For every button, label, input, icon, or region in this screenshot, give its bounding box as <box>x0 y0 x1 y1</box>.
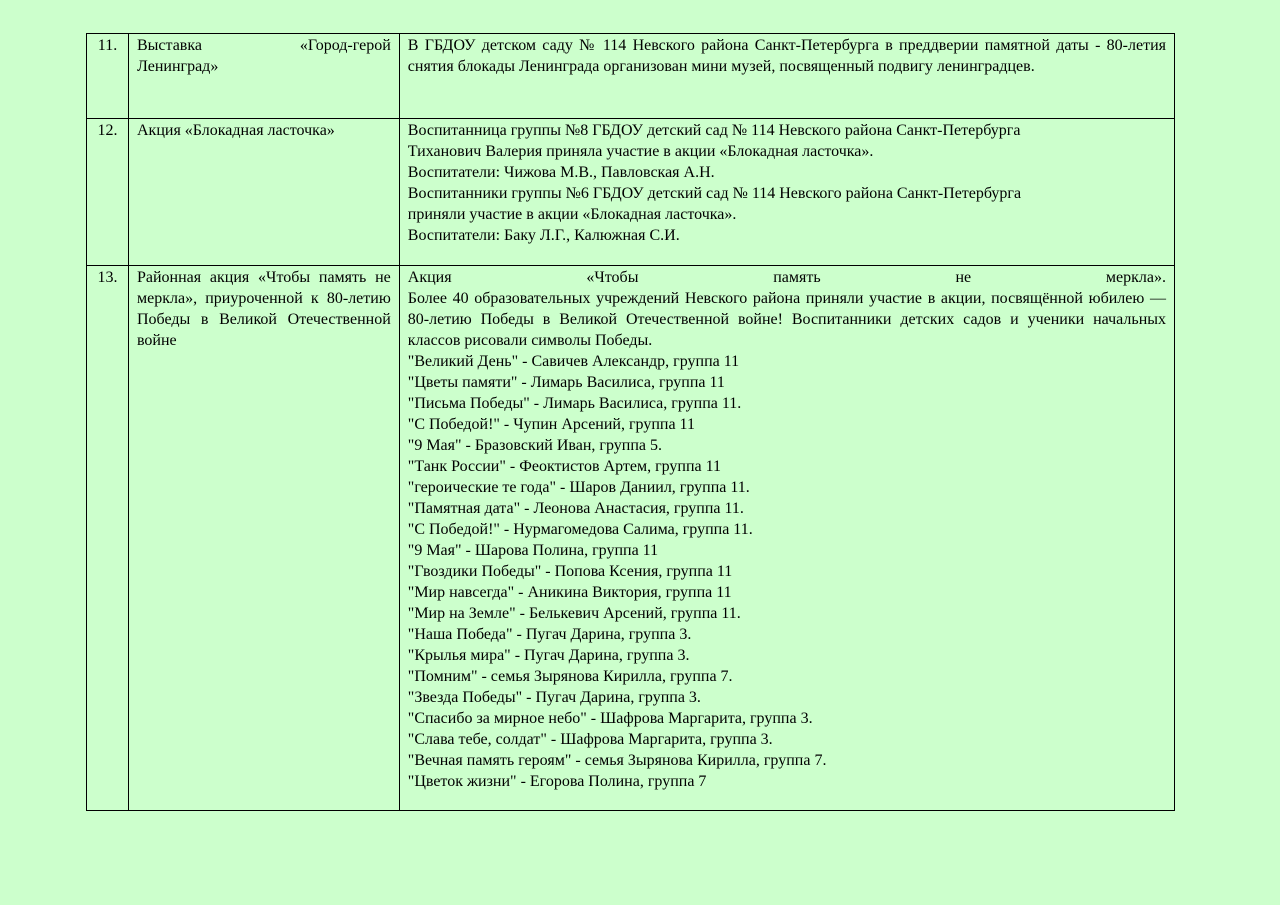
row-number: 12. <box>87 119 129 266</box>
entry-list-item: "Великий День" - Савичев Александр, группа 11 <box>407 353 740 370</box>
entry-list-item: "Наша Победа" - Пугач Дарина, группа 3. <box>407 626 692 643</box>
entry-list-item: "Слава тебе, солдат" - Шафрова Маргарита, группа 3. <box>407 731 773 748</box>
action-intro: Более 40 образовательных учреждений Невского района приняли участие в акции, посвящённой юбилею — 80-летию Победы в Великой Отечественной войне! Воспитанники детских садов и ученики начальных классов рисовали символы Победы. <box>407 290 1166 349</box>
description-line: Тиханович Валерия приняла участие в акции «Блокадная ласточка». <box>407 143 874 160</box>
table-row <box>87 266 1175 811</box>
entry-list-item: "Помним" - семья Зырянова Кирилла, группа 7. <box>407 668 733 685</box>
entry-list-item: "9 Мая" - Шарова Полина, группа 11 <box>407 542 659 559</box>
events-table <box>86 33 1175 811</box>
event-description <box>399 266 1174 811</box>
entry-list-item: "9 Мая" - Бразовский Иван, группа 5. <box>407 437 662 454</box>
entry-list-item: "Мир навсегда" - Аникина Виктория, группа 11 <box>407 584 732 601</box>
action-heading: Акция «Чтобы память не меркла». <box>407 269 1166 286</box>
entry-list-item: "Гвоздики Победы" - Попова Ксения, группа 11 <box>407 563 733 580</box>
row-number: 11. <box>87 34 129 119</box>
event-name: Районная акция «Чтобы память не меркла», приуроченной к 80-летию Победы в Великой Отечественной войне <box>128 266 399 811</box>
entry-list-item: "С Победой!" - Нурмагомедова Салима, группа 11. <box>407 521 753 538</box>
event-description <box>399 119 1174 266</box>
entry-list-item: "Танк России" - Феоктистов Артем, группа 11 <box>407 458 722 475</box>
entry-list-item: "Цветок жизни" - Егорова Полина, группа 7 <box>407 773 707 790</box>
event-name-line: Ленинград» <box>136 58 219 75</box>
event-name <box>128 34 399 119</box>
event-name: Акция «Блокадная ласточка» <box>128 119 399 266</box>
row-number: 13. <box>87 266 129 811</box>
event-description: В ГБДОУ детском саду № 114 Невского района Санкт-Петербурга в преддверии памятной даты - 80-летия снятия блокады Ленинграда организован мини музей, посвященный подвигу ленинградцев. <box>399 34 1174 119</box>
entry-list-item: "Мир на Земле" - Белькевич Арсений, группа 11. <box>407 605 741 622</box>
event-name-line: Выставка «Город-герой <box>136 37 391 54</box>
entry-list-item: "Памятная дата" - Леонова Анастасия, группа 11. <box>407 500 744 517</box>
entry-list-item: "героические те года" - Шаров Даниил, группа 11. <box>407 479 750 496</box>
entry-list-item: "Спасибо за мирное небо" - Шафрова Маргарита, группа 3. <box>407 710 813 727</box>
entry-list-item: "Крылья мира" - Пугач Дарина, группа 3. <box>407 647 690 664</box>
entry-list-item: "Вечная память героям" - семья Зырянова Кирилла, группа 7. <box>407 752 827 769</box>
entry-list-item: "Цветы памяти" - Лимарь Василиса, группа 11 <box>407 374 725 391</box>
table-row <box>87 119 1175 266</box>
table-row <box>87 34 1175 119</box>
entry-list-item: "Звезда Победы" - Пугач Дарина, группа 3. <box>407 689 701 706</box>
description-line: Воспитанница группы №8 ГБДОУ детский сад № 114 Невского района Санкт-Петербурга <box>407 122 1021 139</box>
description-line: Воспитанники группы №6 ГБДОУ детский сад № 114 Невского района Санкт-Петербурга <box>407 185 1022 202</box>
description-line: Воспитатели: Чижова М.В., Павловская А.Н. <box>407 164 715 181</box>
description-line: приняли участие в акции «Блокадная ласточка». <box>407 206 737 223</box>
entry-list-item: "С Победой!" - Чупин Арсений, группа 11 <box>407 416 695 433</box>
entry-list-item: "Письма Победы" - Лимарь Василиса, группа 11. <box>407 395 742 412</box>
description-line: Воспитатели: Баку Л.Г., Калюжная С.И. <box>407 227 680 244</box>
